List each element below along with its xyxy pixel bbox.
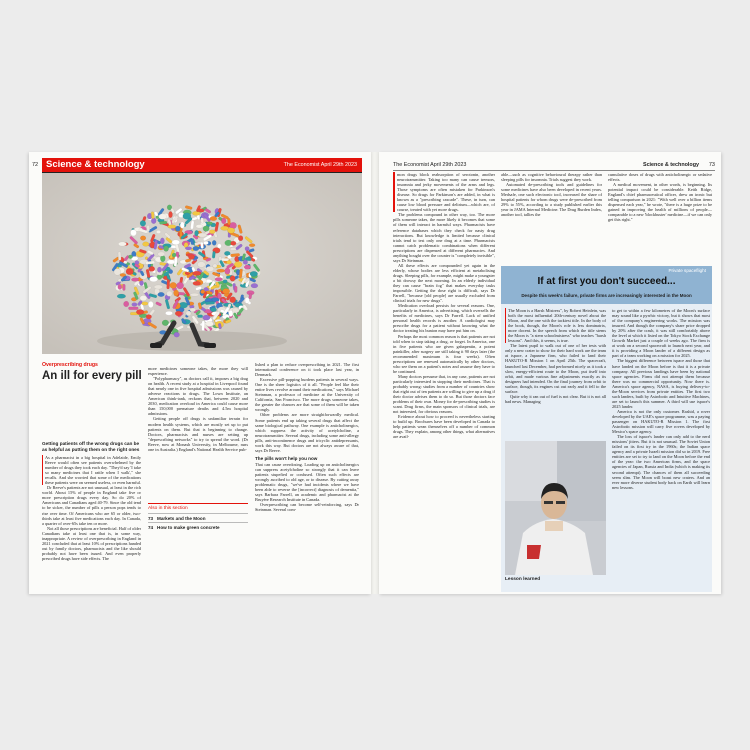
also-item-page: 74 [148,524,154,530]
also-item-page: 73 [148,515,154,521]
pill [230,297,236,303]
pill [126,268,134,275]
article-column-3 [608,172,712,264]
pill [117,294,126,298]
pill [114,269,121,276]
section-title: Science & technology [46,159,145,170]
pill [168,225,176,229]
body-paragraph: The Moon is a Harsh Mistress", by Robert Heinlein, was both the most influential 20th-century novel about the Moon, and the one with the tackiest title. In the body of the book, though, the Moon's role is less dominatrix, more docent. In the speech from which the title stems the Moon is "a stern schoolmistress" who teaches "harsh lessons". And this, it seems, is true. [505,308,606,343]
pill [128,307,138,310]
body-paragraph: That can cause overdosing. Loading up on anticholinergics can suppress acetylcholine so strongly that it can leave patients stupefied or confused. Often such effects are wrongly ascribed to old age, or to disease. By cutting away problematic drugs, "we've had incidents where we have been able to reverse the [incorrect] diagnosis of dementia," says Barbara Farrell, an academic and pharmacist at the Bruyère Research Institute in Canada. [255,461,359,503]
pill [118,252,121,261]
body-paragraph: All these effects are compounded yet again in the elderly, whose bodies are less efficient at metabolising drugs. Sleeping pills, for example, might make a youngster a bit drowsy the next morning. In an elderly individual they can cause "brain fog" that makes everyday tasks impossible. Getting the dose right is difficult, says Dr Farrell, "because [old people] are usually excluded from clinical trials for new drugs". [393,262,495,304]
pill [167,260,175,264]
pill [143,242,150,247]
body-paragraph: Quite why it ran out of fuel is not clear. But it is not all bad news. Managing [505,393,606,404]
box-column-1 [505,308,606,439]
article-rubric: Overprescribing drugs [42,362,98,368]
pill [140,295,147,300]
pill [196,225,203,229]
pill [245,257,251,261]
body-paragraph: A medical movement, in other words, is beginning. Its potential impact could be considerable. Keith Ridge, England's chief pharmaceutical officer, drew an ironic but telling comparison in 2021: "With well over a billion items dispensed each year," he wrote, "there is a huge prize to be gained in improving the health of millions of people—comparable to a new 'blockbuster' medicine—if we can only get this right." [608,182,712,223]
pill [225,268,230,275]
pill [124,301,129,307]
body-paragraph: The problems compound in other way, too. The more pills someone takes, the more likely it becomes that some of them will interact in harmful ways. Pharmacists have reference databases which they check for nasty drug interactions. But knowledge is limited because clinical trials tend to test only one drug at a time. Pharmacists cannot catch problematic combinations when different prescriptions are dispensed at different pharmacies. And anything bought over the counter is "completely invisible", says Dr Steinman. [393,212,495,263]
pill [206,321,214,326]
pill [167,279,170,289]
pill [132,303,137,307]
body-paragraph: "Polypharmacy", as doctors call it, imposes a big drag on health. A recent study at a hospital in Liverpool found that nearly one in five hospital admissions was caused by adverse reactions to drugs. The Lown Institute, an American think-tank, reckons that, between 2020 and 2030, medication overload in America could cause more than 150,000 premature deaths and 4.5m hospital admissions. [148,376,248,417]
pill [227,228,235,234]
pill [149,276,157,281]
pill [136,309,144,314]
pill [210,308,216,312]
also-list-item[interactable] [148,522,248,531]
article-column-3 [255,362,359,593]
pill [123,284,126,290]
pill [151,212,154,219]
pill [234,286,237,293]
pill [159,214,167,220]
pill [174,290,179,296]
pill [188,254,194,259]
pill [190,293,199,296]
photo-caption: Lesson learned [505,577,541,582]
pill [139,281,143,286]
body-paragraph: Perhaps the most common reason is that patients are not told when to stop taking a drug, or forget. In America, one in five patients who are given gabapentin, a potent painkiller, after surgery are still taking it 90 days later (the recommended maximum is four weeks). Often prescriptions are renewed automatically by other doctors, who see them on a patient's notes and assume they have to be continued. [393,333,495,374]
body-paragraph: Getting people off drugs is unfamiliar terrain for modern health systems, which are mostly set up to put patients on them. But that is beginning to change. Doctors, pharmacists and nurses are setting up "deprescribing networks" to try to spread the word. (Dr Reeve, now at Monash University, in Melbourne, runs one in Australia.) England's National Health Service pub- [148,416,248,452]
pill [231,241,237,245]
pill [142,302,149,306]
pill [198,262,206,268]
pill [205,301,215,304]
pill [128,255,132,259]
pill [198,233,207,237]
pill [230,276,235,282]
pill [186,311,191,316]
body-paragraph: able—such as cognitive behavioural therapy rather than sleeping pills for insomnia. Trials suggest they work. [501,172,602,183]
article-column-2 [148,366,248,492]
also-in-section-box [148,503,248,531]
pill [229,310,233,316]
issue-date: The Economist April 29th 2023 [283,162,357,168]
pill [244,265,251,269]
left-page [29,152,371,594]
pill [204,241,209,244]
pill [193,246,199,251]
pill [234,262,242,268]
body-paragraph: America is not the only customer. Rashid, a rover developed by the UAE's space programme, was a paying passenger on HAKUTO-R Mission 1. The first Astrobotic mission will carry five rovers developed by Mexico's space agency. [612,408,710,435]
pill [223,288,230,294]
pill [167,291,173,296]
section-title: Science & technology [642,162,699,168]
box-column-2 [612,308,710,590]
pill [172,240,180,245]
pill [221,218,226,224]
pill [245,247,249,252]
header-rule [393,170,715,171]
box-title: If at first you don't succeed... [537,276,676,287]
body-paragraph: Dr Reeve's patients are not unusual, at least in the rich world. About 15% of people in England take five or more prescription drugs every day. So do 20% of Americans and Canadians aged 40-79. Since the old tend to be sicker, the number of pills a person pops tends to rise over time. Of Americans who are 65 or older, two-thirds take at least five medications each day. In Canada, a quarter of over-65s take ten or more. [42,485,141,526]
pill [157,267,161,272]
pill [147,225,150,231]
page-number: 73 [708,162,715,168]
pill [197,315,202,318]
also-item-label: How to make green concrete [157,524,220,530]
pill [198,209,205,213]
body-paragraph: more medicines someone takes, the more they will experience. [148,366,248,377]
pill [148,301,153,307]
pill [162,320,169,326]
pill [202,321,205,331]
pill [158,252,165,256]
pill [169,211,173,217]
pill [165,311,172,315]
body-paragraph: The biggest difference between ispace and those that have landed on the Moon before is that it is a private company. All previous landings have been by national space agencies. Firms did not attempt them because there was no commercial opportunity. Now there is. America's space agency, NASA, is buying delivery-to-the-Moon services from private entities. The first two such landers, built by Astrobotic and Intuitive Machines, are set to launch this summer. A third will use ispace's 2025 lander. [612,358,710,409]
pill [159,221,167,224]
pill [164,246,169,252]
body-paragraph: Evidence about how to proceed is nevertheless starting to build up. Brochures have been developed in Canada to help patients wean themselves off a number of common drugs. They explain, among other things, what alternatives are avail- [393,414,495,440]
pill [158,292,165,296]
body-paragraph: Medication overload persists for several reasons. One, particularly in America, is advertising, which oversells the benefits of medicines, says Dr Farrell. Lack of unified personal health records is another. A cardiologist may prescribe drugs for a patient without knowing what the doctor treating his bunion may have put him on. [393,303,495,334]
pill [180,222,184,228]
pill [227,260,232,264]
body-paragraph: Many doctors presume that, in any case, patients are not particularly interested in stopping their medicines. That is probably wrong: studies from a number of countries show that eight out of ten patients are willing to give up a drug if their doctor advises them to do so. But those doctors face problems of their own. Money for de-prescribing studies is scant. Drug firms, the main sponsors of clinical trials, are not interested, for obvious reasons. [393,373,495,415]
pill [140,220,146,226]
box-header [501,266,712,304]
pill [177,282,184,289]
pill [232,308,239,313]
body-paragraph: As a pharmacist in a big hospital in Adelaide, Emily Reeve would often see patients overwhelmed by the number of drugs they took each day. "They'd say 'I take so many medicines that I rattle when I walk'," she recalls. And she worried that some of the medications these patients were on seemed useless, or even harmful. [42,455,141,485]
body-paragraph: Automated de-prescribing tools and guidelines for some medicines have also been developed in recent years. Medsafe, one such electronic tool, increased the share of hospital patients for whom drugs were de-prescribed from 29% to 55%, according to a study published earlier this year in JAMA Internal Medicine. The Drug Burden Index, another tool, tallies the [501,182,602,218]
pill [212,251,216,258]
pill [174,332,180,337]
pill [175,311,182,316]
article-column-2 [501,172,602,264]
body-paragraph: Excessive pill-popping burdens patients in several ways. One is the sheer logistics of it all. "People feel like their entire lives revolve around their medications," says Michael Steinman, a professor of medicine at the University of California, San Francisco. The more drugs someone takes, the greater the chances are that some of them will be taken wrongly. [255,377,359,413]
issue-date: The Economist April 29th 2023 [393,162,467,168]
body-paragraph: The latest pupil to walk out of one of her tests with only a new crater to show for their hard work are the team at ispace, a Japanese firm, who failed to land their HAKUTO-R Mission 1 on April 25th. The spacecraft, launched last December, had performed nicely as it took a slow, energy-efficient route to the Moon, put itself into orbit, and made various fine adjustments exactly as its designers had intended. On the final journey from orbit to surface, though, its engines cut out early and it fell to the surface. [505,343,606,394]
also-list [148,513,248,531]
body-paragraph: Overprescribing can become self-reinforcing, says Dr Steinman. Several com- [255,502,359,513]
body-paragraph: cumulative doses of drugs with anticholinergic or sedative effects. [608,172,712,183]
spaceflight-box [501,266,712,592]
pill [251,283,258,288]
body-paragraph: to get to within a few kilometres of the Moon's surface may sound like a pyrrhic victory, but it shows that most of the company's engineering works. The mission was insured. And though the company's share price dropped by 20% after the crash, it was still comfortably above the level at which it listed on the Tokyo Stock Exchange Growth Market just a couple of weeks ago. The firm is at work on a second spacecraft to launch next year, and it is providing a Moon lander of a different design as part of a team working on a mission for 2025. [612,308,710,359]
body-paragraph: Not all those prescriptions are beneficial. Half of older Canadians take at least one that is, in some way, inappropriate. A review of overprescribing in England in 2021 concluded that at least 10% of prescriptions handed out by family doctors, pharmacists and the like should probably not have been issued. And even properly prescribed drugs have side effects. The [42,525,141,561]
pill [249,244,255,247]
pill [206,266,214,271]
also-rule [148,503,248,504]
pill [185,247,192,250]
pill [146,315,152,320]
pills-illustration [42,173,362,354]
page-number: 72 [32,162,39,168]
body-paragraph: Other problems are more straightforwardly medical. Some patients end up taking several drugs that affect the same biological pathway. One example is anticholinergics, which suppress the activity of acetylcholine, a neurotransmitter. Several drugs, including some anti-allergy pills, anti-incontinence drugs and tricyclic antidepressants, work this way. But doctors are not always aware of that, says Dr Reeve. [255,412,359,453]
pill [209,230,215,234]
body-paragraph: mon drugs block reabsorption of serotonin, another neurotransmitter. Taking too many can cause tremors, insomnia and jerky movements of the arms and legs. Those symptoms are often mistaken for Parkinson's disease. So drugs for Parkinson's are added, in what is known as a "prescribing cascade". These, in turn, can cause low blood pressure and delirium—which are, of course, treated with yet more drugs. [393,172,495,212]
pill [193,271,202,275]
pill [212,240,216,245]
box-kicker: Private spaceflight [668,268,706,273]
also-list-item[interactable] [148,513,248,522]
pill [203,226,209,232]
article-headline: An ill for every pill [42,370,142,382]
pill [160,238,164,244]
pill [250,271,258,276]
pill [154,285,163,289]
pill [131,278,139,282]
astronaut-photo [505,441,606,575]
also-title: Also in this section [148,506,188,511]
body-paragraph: The loss of ispace's lander can only add to the nerd missions' jitters. But it is not unusual. The Soviet Union failed on its first try in the 1960s; the Indian space agency and a private Israeli mission did so in 2019. Free entities are set to try to land on the Moon before the end of the year: the two American firms, and the space agencies of Japan, Russia and India (which is making its second attempt). The chances of them all succeeding seem slim. The Moon will boast new craters. And an ever more diverse student body back on Earth will learn new lessons. [612,434,710,490]
pill [118,284,122,289]
pill [203,315,211,320]
article-column-1 [393,172,495,592]
pill [227,218,230,225]
pill [190,308,196,312]
box-subtitle: Despite this week's failure, private firms are increasingly interested in the Moon [521,293,692,298]
pill [223,280,227,283]
article-subhead: The pills won't help you now [255,455,318,461]
pill [156,230,160,233]
pill [193,281,201,285]
article-standfirst: Getting patients off the wrong drugs can be as helpful as putting them on the right ones [42,441,140,452]
pill [207,222,212,225]
article-column-1 [42,455,141,592]
pill [245,297,249,303]
body-paragraph: lished a plan to reduce overprescribing in 2021. The first international conference on it took place last year, in Denmark. [255,362,359,378]
pill [140,236,146,241]
section-banner [42,158,362,173]
pill [215,277,223,281]
pill [217,244,221,248]
right-page [379,152,721,594]
also-item-label: Markets and the Moon [157,515,206,521]
pill [217,269,225,272]
pill [170,282,177,288]
pill [118,242,126,246]
